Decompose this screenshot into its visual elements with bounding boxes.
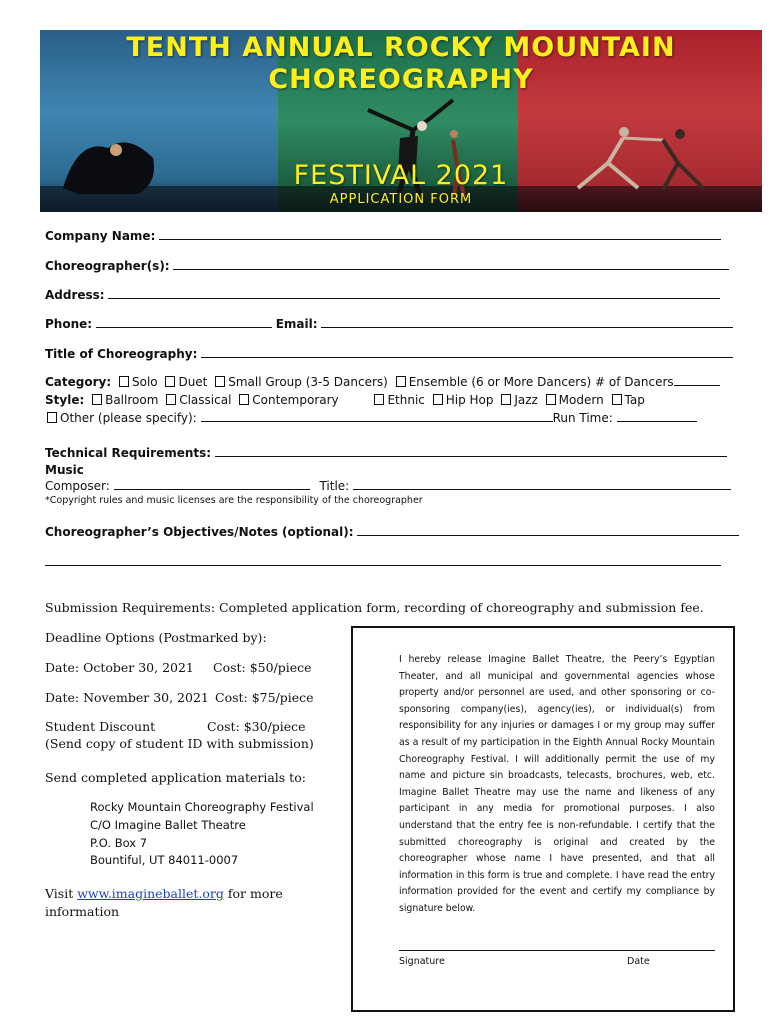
submission-requirements: Submission Requirements: Completed application form, recording of choreography and submission fee. xyxy=(45,600,704,615)
music-title-field[interactable] xyxy=(353,477,731,490)
category-duet-label: Duet xyxy=(178,375,208,389)
banner-festival-year: FESTIVAL 2021 xyxy=(293,160,509,191)
website-link[interactable]: www.imagineballet.org xyxy=(77,886,224,901)
tech-row xyxy=(45,444,727,462)
address-row xyxy=(45,286,720,304)
signature-label: Signature xyxy=(399,956,445,967)
category-ensemble-label: Ensemble (6 or More Dancers) xyxy=(408,375,592,389)
checkbox-ballroom[interactable] xyxy=(92,394,102,405)
music-title-label: Title: xyxy=(319,479,350,493)
address-field[interactable] xyxy=(108,286,720,299)
choreographer-label: Choreographer(s): xyxy=(45,259,170,273)
checkbox-tap[interactable] xyxy=(612,394,622,405)
mailing-address-line-1: Rocky Mountain Choreography Festival xyxy=(90,800,314,814)
style-label: Style: xyxy=(45,393,85,407)
runtime-label: Run Time: xyxy=(552,411,613,425)
choreographer-row xyxy=(45,257,729,275)
style-hip-hop-label: Hip Hop xyxy=(445,393,494,407)
checkbox-other[interactable] xyxy=(47,412,57,423)
student-discount-note: (Send copy of student ID with submission) xyxy=(45,736,314,751)
release-box xyxy=(351,626,735,1012)
phone-label: Phone: xyxy=(45,317,93,331)
visit-suffix: for more xyxy=(223,886,283,901)
student-discount-cost: Cost: $30/piece xyxy=(207,719,306,734)
checkbox-ethnic[interactable] xyxy=(374,394,384,405)
style-tap-label: Tap xyxy=(624,393,645,407)
signature-line[interactable] xyxy=(399,950,715,951)
checkbox-ensemble[interactable] xyxy=(396,376,406,387)
checkbox-jazz[interactable] xyxy=(501,394,511,405)
title-label: Title of Choreography: xyxy=(45,347,198,361)
runtime-field[interactable] xyxy=(617,409,697,422)
style-ethnic-label: Ethnic xyxy=(387,393,425,407)
style-contemporary-label: Contemporary xyxy=(252,393,339,407)
release-text: I hereby release Imagine Ballet Theatre, the Peery’s Egyptian Theater, and all municipal and governmental agencies whose property and/or personnel are used, and other sponsoring or co-sponsoring company(ies), agency(ies), or individual(s) from responsibility for any injuries or damages I or my group may suffer as a result of my participation in the Eighth Annual Rocky Mountain Choreography Festival. I will additionally permit the use of my name and picture sin broadcasts, telecasts, brochures, web, etc. Imagine Ballet Theatre may use the name and likeness of any participant in any media for promotional purposes. I also understand that the entry fee is non-refundable. I certify that the submitted choreography is original and created by the choreographer whose name I have presented, and that all information in this form is true and complete. I have read the entry information provided for the event and certify my compliance by signature below. xyxy=(399,654,715,914)
address-label: Address: xyxy=(45,288,105,302)
mailing-address-line-3: P.O. Box 7 xyxy=(90,836,148,850)
style-modern-label: Modern xyxy=(558,393,604,407)
checkbox-classical[interactable] xyxy=(166,394,176,405)
objectives-row xyxy=(45,523,739,541)
num-dancers-field[interactable] xyxy=(674,373,720,386)
visit-line-2: information xyxy=(45,904,120,919)
email-field[interactable] xyxy=(321,315,733,328)
composer-field[interactable] xyxy=(114,477,310,490)
checkbox-small-group[interactable] xyxy=(215,376,225,387)
other-label: Other (please specify): xyxy=(60,411,197,425)
category-small-group-label: Small Group (3-5 Dancers) xyxy=(228,375,388,389)
checkbox-contemporary[interactable] xyxy=(239,394,249,405)
title-row xyxy=(45,345,733,363)
deadline-date-1: Date: October 30, 2021 xyxy=(45,660,194,675)
style-classical-label: Classical xyxy=(179,393,232,407)
mailing-address-line-2: C/O Imagine Ballet Theatre xyxy=(90,818,246,832)
deadline-cost-2: Cost: $75/piece xyxy=(215,690,314,705)
send-heading: Send completed application materials to: xyxy=(45,770,306,785)
category-solo-label: Solo xyxy=(131,375,158,389)
music-label: Music xyxy=(45,463,84,477)
title-field[interactable] xyxy=(201,345,733,358)
phone-email-row xyxy=(45,315,733,333)
objectives-row-2 xyxy=(45,553,721,571)
style-ballroom-label: Ballroom xyxy=(105,393,159,407)
email-label: Email: xyxy=(275,317,318,331)
deadline-date-2: Date: November 30, 2021 xyxy=(45,690,209,705)
style-jazz-label: Jazz xyxy=(514,393,538,407)
banner-title-line1: TENTH ANNUAL ROCKY MOUNTAIN xyxy=(126,32,676,63)
style-row xyxy=(45,391,645,409)
company-name-label: Company Name: xyxy=(45,229,156,243)
mailing-address-line-4: Bountiful, UT 84011-0007 xyxy=(90,853,239,867)
banner-subtitle: APPLICATION FORM xyxy=(329,192,473,207)
other-field[interactable] xyxy=(201,409,553,422)
deadline-cost-1: Cost: $50/piece xyxy=(213,660,312,675)
choreographer-field[interactable] xyxy=(173,257,729,270)
num-dancers-label: # of Dancers xyxy=(595,375,674,389)
student-discount-label: Student Discount xyxy=(45,719,156,734)
objectives-label: Choreographer’s Objectives/Notes (optional): xyxy=(45,525,354,539)
checkbox-hip-hop[interactable] xyxy=(433,394,443,405)
checkbox-modern[interactable] xyxy=(546,394,556,405)
visit-line xyxy=(45,886,283,901)
tech-field[interactable] xyxy=(215,444,727,457)
deadline-heading: Deadline Options (Postmarked by): xyxy=(45,630,267,645)
checkbox-solo[interactable] xyxy=(119,376,129,387)
category-row xyxy=(45,373,720,391)
phone-field[interactable] xyxy=(96,315,272,328)
copyright-note: *Copyright rules and music licenses are the responsibility of the choreographer xyxy=(45,495,423,506)
company-name-row xyxy=(45,227,721,245)
category-label: Category: xyxy=(45,375,112,389)
date-label: Date xyxy=(627,956,650,967)
tech-label: Technical Requirements: xyxy=(45,446,212,460)
objectives-field[interactable] xyxy=(357,523,739,536)
banner-title-line2: CHOREOGRAPHY xyxy=(268,64,534,95)
objectives-field-2[interactable] xyxy=(45,553,721,566)
company-name-field[interactable] xyxy=(159,227,721,240)
other-row xyxy=(45,409,697,427)
checkbox-duet[interactable] xyxy=(165,376,175,387)
visit-prefix: Visit xyxy=(45,886,78,901)
header-banner xyxy=(40,30,762,212)
composer-label: Composer: xyxy=(45,479,110,493)
